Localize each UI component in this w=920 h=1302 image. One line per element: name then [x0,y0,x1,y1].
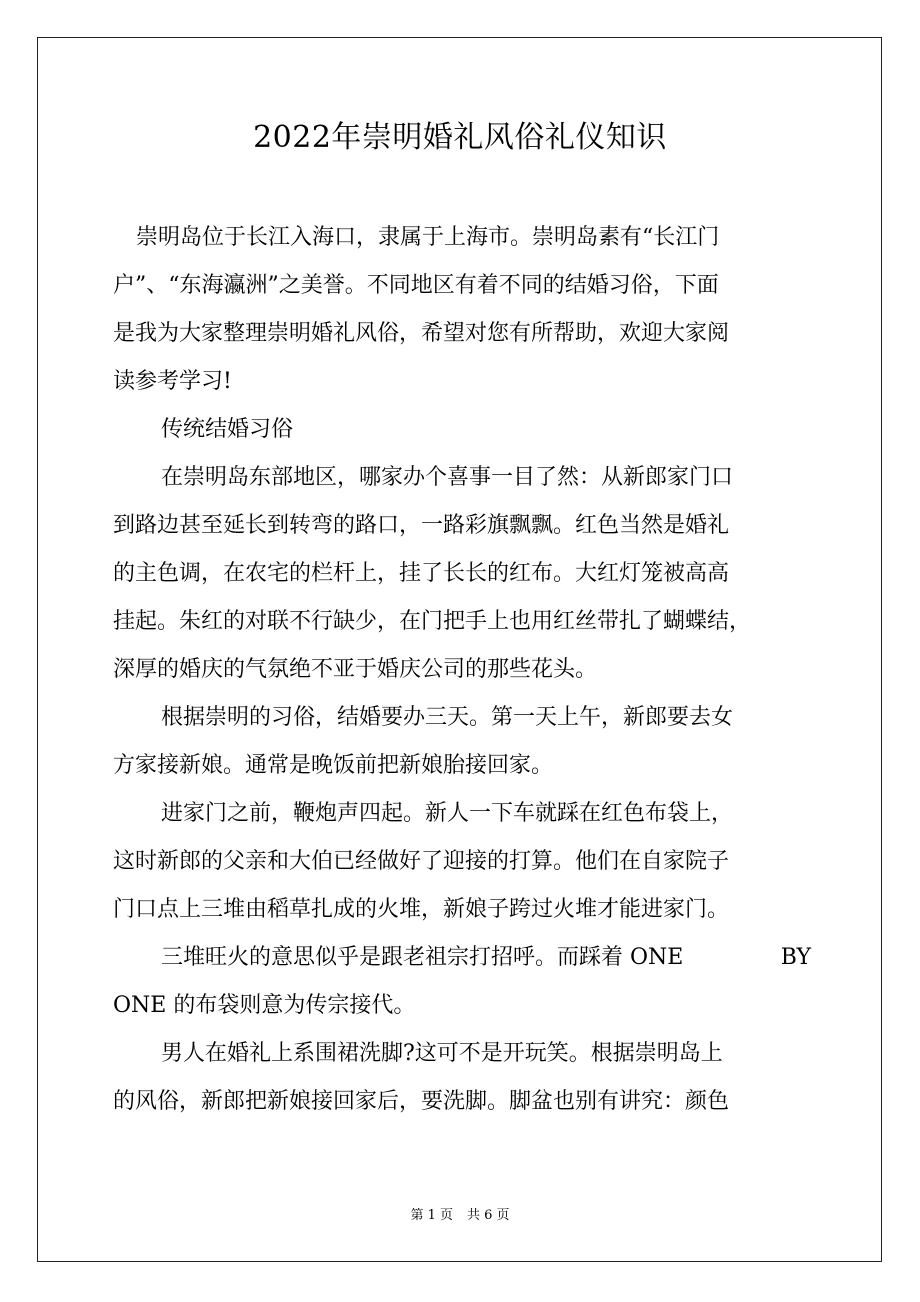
paragraph-line: 方家接新娘。通常是晚饭前把新娘胎接回家。 [113,753,554,778]
page-number: 第 1 页 [410,1208,453,1223]
paragraph-line: 进家门之前，鞭炮声四起。新人一下车就踩在红色布袋上， [161,801,734,826]
paragraph-line-start: 三堆旺火的意思似乎是跟老祖宗打招呼。而踩着 ONE [161,945,684,970]
paragraph-line: 门口点上三堆由稻草扎成的火堆，新娘子跨过火堆才能进家门。 [113,897,730,922]
document-title: 2022年崇明婚礼风俗礼仪知识 [253,120,667,155]
paragraph-line: 深厚的婚庆的气氛绝不亚于婚庆公司的那些花头。 [113,657,598,682]
paragraph-line: 这时新郎的父亲和大伯已经做好了迎接的打算。他们在自家院子 [113,849,730,874]
paragraph-line: 到路边甚至延长到转弯的路口，一路彩旗飘飘。红色当然是婚礼 [113,513,730,538]
page-total: 共 6 页 [467,1208,510,1223]
page-footer [0,1204,920,1228]
section-heading: 传统结婚习俗 [161,417,294,442]
paragraph-line: 的主色调，在农宅的栏杆上，挂了长长的红布。大红灯笼被高高 [113,561,730,586]
paragraph-line-justified [113,934,811,982]
paragraph-line: 根据崇明的习俗，结婚要办三天。第一天上午，新郎要去女 [161,705,734,730]
paragraph-line: 挂起。朱红的对联不行缺少，在门把手上也用红丝带扎了蝴蝶结， [113,609,752,634]
paragraph-line: 男人在婚礼上系围裙洗脚?这可不是开玩笑。根据崇明岛上 [161,1041,723,1066]
paragraph-line: ONE 的布袋则意为传宗接代。 [113,993,416,1018]
paragraph-line: 崇明岛位于长江入海口，隶属于上海市。崇明岛素有“长江门 [136,225,720,250]
paragraph-line: 在崇明岛东部地区，哪家办个喜事一目了然：从新郎家门口 [161,465,734,490]
paragraph-line: 是我为大家整理崇明婚礼风俗，希望对您有所帮助，欢迎大家阅 [113,321,730,346]
paragraph-line: 的风俗，新郎把新娘接回家后，要洗脚。脚盆也别有讲究：颜色 [113,1089,730,1114]
document-body [113,214,811,1126]
paragraph-line: 户”、“东海瀛洲”之美誉。不同地区有着不同的结婚习俗，下面 [113,273,719,298]
paragraph-line-end: BY [780,945,811,970]
paragraph-line: 读参考学习! [113,369,232,394]
